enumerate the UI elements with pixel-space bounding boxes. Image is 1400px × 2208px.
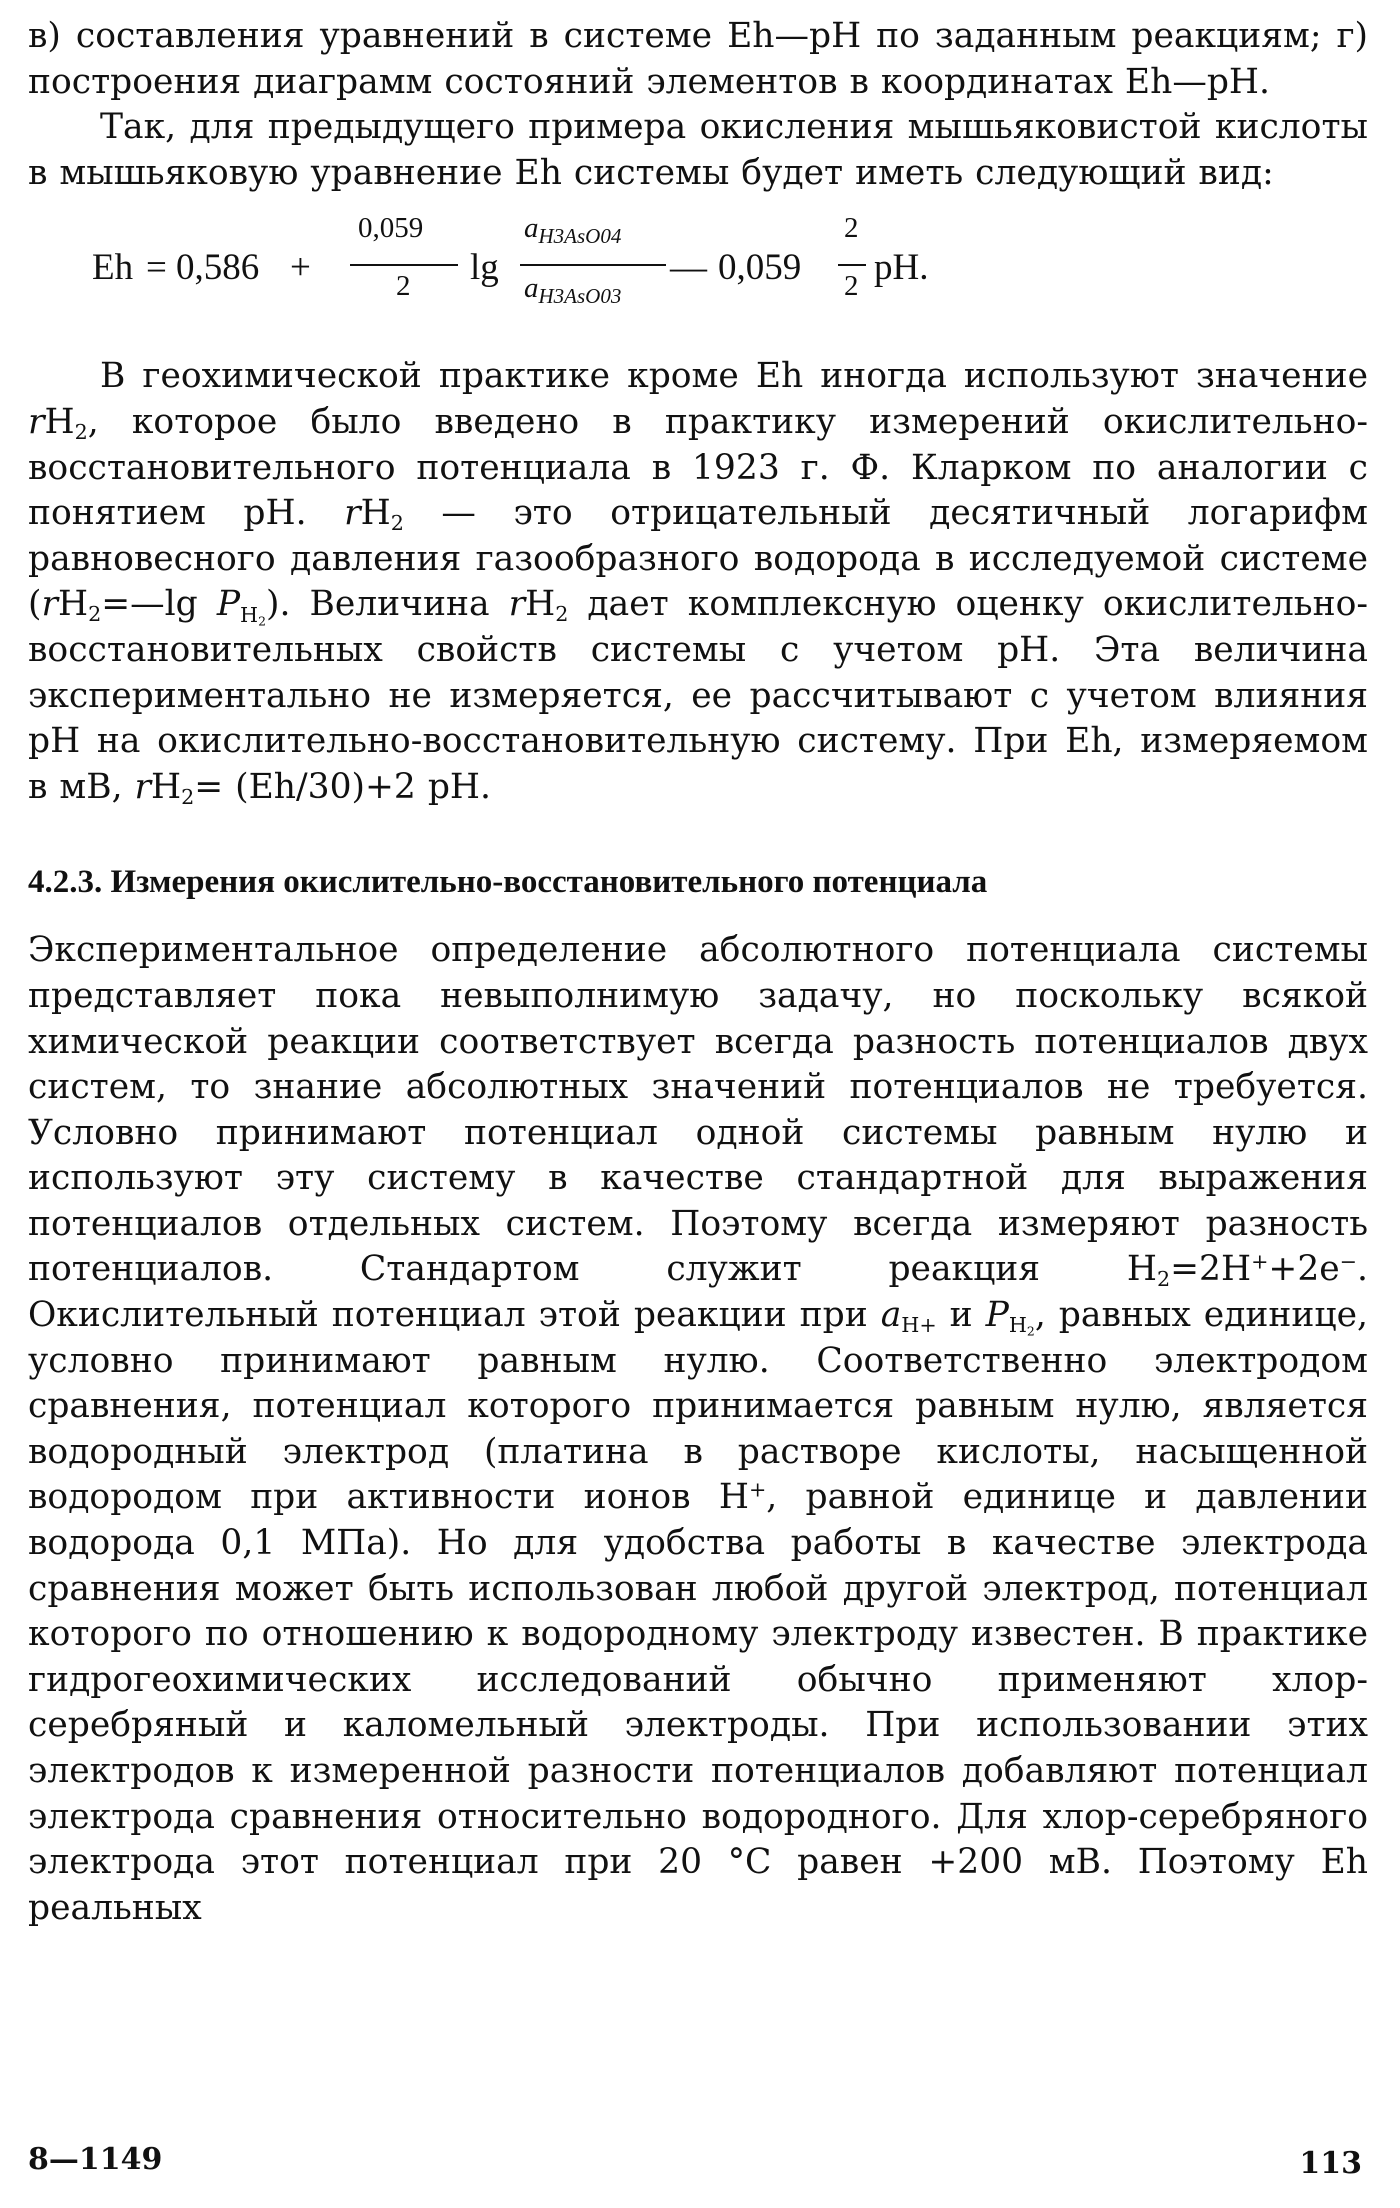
formula-minus: — (670, 247, 707, 289)
formula-activity-num: $a_{H3AsO04}$ (524, 212, 622, 249)
signature-mark: 8—1149 (28, 2142, 163, 2177)
formula-lg: lg (470, 247, 499, 289)
formula-constant-1: 0,586 (176, 247, 260, 289)
example-paragraph: Так, для предыдущего примера окисления мышьяковистой кислоты в мышьяковую уравнение Eh системы будет иметь следующий вид: (28, 107, 1368, 193)
page-number: 113 (1299, 2146, 1362, 2181)
formula-activity-den: $a_{H3AsO03}$ (524, 272, 622, 309)
formula-lhs: Eh (92, 247, 134, 289)
formula-frac-bar (350, 264, 458, 266)
section-heading: 4.2.3. Измерения окислительно-восстановительного потенциала (28, 864, 988, 901)
intro-paragraph: в) составления уравнений в системе Eh—pH по заданным реакциям; г) построения диаграмм состояний элементов в координатах Eh—pH. (28, 16, 1368, 102)
formula-frac-denominator: 2 (396, 270, 411, 303)
eh-formula (28, 204, 1368, 344)
formula-frac2-bar (838, 264, 866, 266)
formula-plus: + (290, 247, 311, 289)
formula-ratio-bar (520, 264, 666, 266)
measurement-paragraph: Экспериментальное определение абсолютного потенциала системы представляет пока невыполнимую задачу, но поскольку всякой химической реакции соответствует всегда разность потенциалов двух систем, то знание абсолютных значений потенциалов не требуется. Условно принимают потенциал одной системы равным нулю и используют эту систему в качестве стандартной для выражения потенциалов отдельных систем. Поэтому всегда измеряют разность потенциалов. Стандартом служит реакция $H_2=2H^++2e^-$. Окислительный потенциал этой реакции при $a_{H+}$ и $P_{H_2}$, равных единице, условно принимают равным нулю. Соответственно электродом сравнения, потенциал которого принимается равным нулю, является водородный электрод (платина в растворе кислоты, насыщенной водородом при активности ионов H+, равной единице и давлении водорода 0,1 МПа). Но для удобства работы в качестве электрода сравнения может быть использован любой другой электрод, потенциал которого по отношению к водородному электроду известен. В практике гидрогеохимических исследований обычно применяют хлор-серебряный и каломельный электроды. При использовании этих электродов к измеренной разности потенциалов добавляют потенциал электрода сравнения относительно водородного. Для хлор-серебряного электрода этот потенциал при 20 °С равен +200 мВ. Поэтому Eh реальных (28, 930, 1368, 1928)
formula-equals: = (146, 247, 167, 289)
formula-ph: pH. (874, 247, 929, 289)
formula-frac-numerator: 0,059 (358, 212, 424, 245)
page-content (28, 14, 1368, 1931)
formula-constant-2: 0,059 (718, 247, 802, 289)
formula-frac2-denominator: 2 (844, 270, 859, 303)
formula-frac2-numerator: 2 (844, 212, 859, 245)
rh2-paragraph: В геохимической практике кроме Eh иногда используют значение $rH_2$, которое было введено в практику измерений окислительно-восстановительного потенциала в 1923 г. Ф. Кларком по аналогии с понятием pH. $rH_2$ — это отрицательный десятичный логарифм равновесного давления газообразного водорода в исследуемой системе ($rH_2=—\lg$ $P_{H_2}$). Величина $rH_2$ дает комплексную оценку окислительно-восстановительных свойств системы с учетом pH. Эта величина экспериментально не измеряется, ее рассчитывают с учетом влияния pH на окислительно-восстановительную систему. При Eh, измеряемом в мВ, $rH_2= (Eh/30)+2$ pH. (28, 356, 1369, 809)
